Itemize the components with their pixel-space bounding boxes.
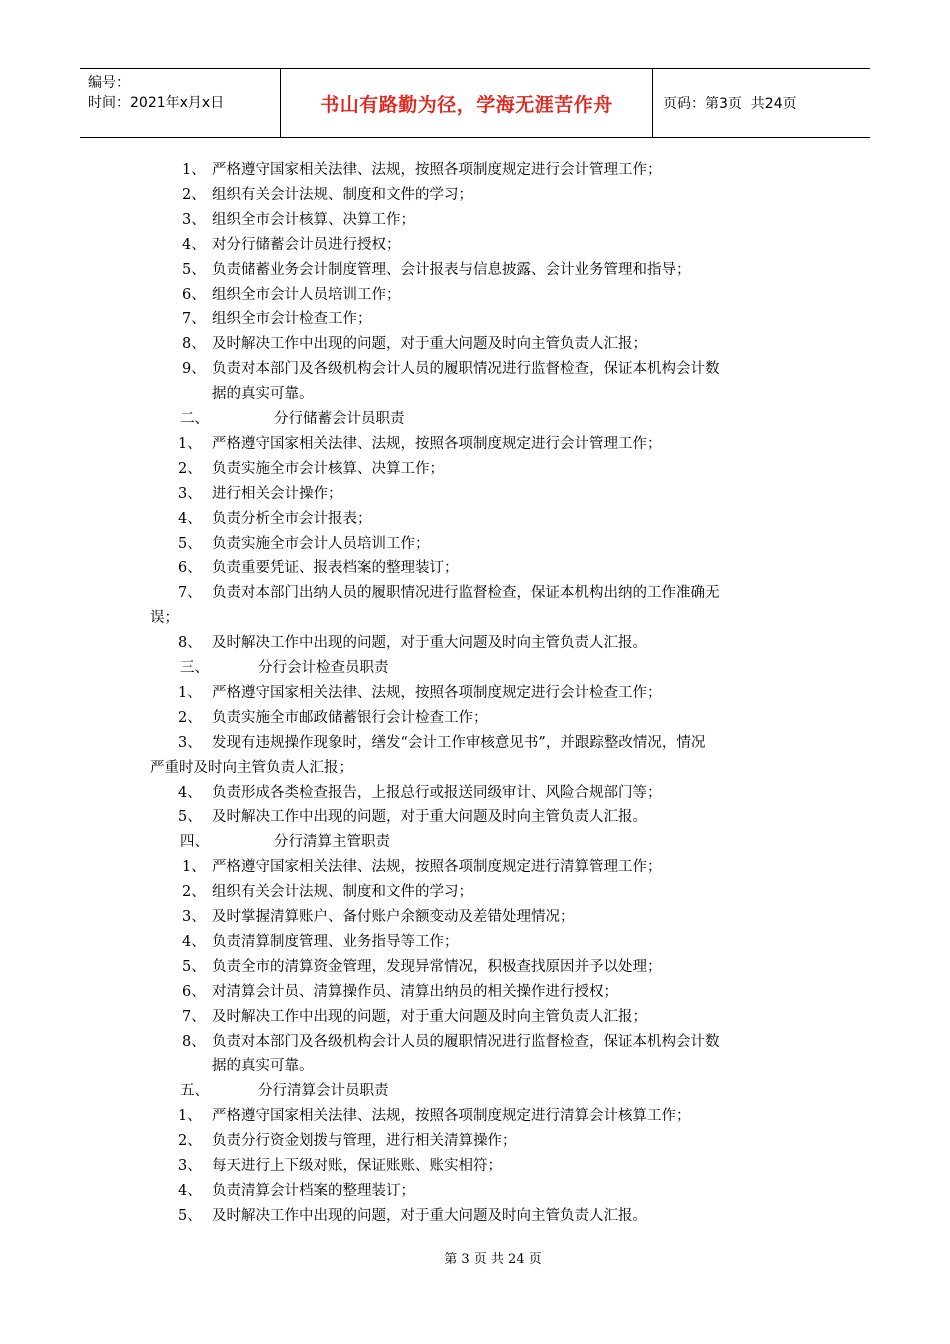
item-text: 据的真实可靠。 (212, 1058, 314, 1075)
item-text: 严格遵守国家相关法律、法规，按照各项制度规定进行清算管理工作； (212, 859, 662, 876)
section-heading: 分行会计检查员职责 (258, 660, 389, 676)
item-text: 严格遵守国家相关法律、法规，按照各项制度规定进行清算会计核算工作； (212, 1108, 691, 1125)
item-text: 误； (150, 610, 179, 627)
item-number: 5、 (182, 958, 206, 975)
item-text: 严格遵守国家相关法律、法规，按照各项制度规定进行会计检查工作； (212, 684, 662, 701)
item-text: 组织有关会计法规、制度和文件的学习； (212, 884, 473, 901)
item-number: 1、 (182, 859, 206, 876)
item-text: 负责分行资金划拨与管理，进行相关清算操作； (212, 1133, 517, 1150)
item-text: 负责实施全市会计人员培训工作； (212, 535, 430, 552)
item-text: 负责对本部门出纳人员的履职情况进行监督检查，保证本机构出纳的工作准确无 (212, 585, 720, 602)
item-number: 1、 (178, 435, 202, 452)
item-text: 及时解决工作中出现的问题，对于重大问题及时向主管负责人汇报； (212, 1008, 647, 1025)
item-number: 8、 (182, 1033, 206, 1050)
item-text: 负责实施全市会计核算、决算工作； (212, 460, 444, 477)
item-text: 组织全市会计检查工作； (212, 311, 372, 328)
item-text: 负责对本部门及各级机构会计人员的履职情况进行监督检查，保证本机构会计数 (212, 361, 720, 378)
item-text: 及时掌握清算账户、备付账户余额变动及差错处理情况； (212, 909, 575, 925)
document-date: 时间：2021年x月x日 (88, 95, 225, 111)
item-number: 7、 (182, 311, 206, 328)
section-heading: 分行清算会计员职责 (258, 1083, 389, 1100)
item-number: 4、 (182, 933, 206, 950)
item-text: 严格遵守国家相关法律、法规，按照各项制度规定进行会计管理工作； (212, 162, 662, 178)
item-number: 2、 (178, 709, 202, 726)
item-text: 及时解决工作中出现的问题，对于重大问题及时向主管负责人汇报。 (212, 809, 647, 826)
item-text: 负责对本部门及各级机构会计人员的履职情况进行监督检查，保证本机构会计数 (212, 1033, 720, 1050)
item-text: 负责清算会计档案的整理装订； (212, 1182, 415, 1199)
item-number: 2、 (182, 884, 206, 901)
item-number: 6、 (182, 983, 206, 1000)
item-number: 五、 (180, 1083, 209, 1100)
item-number: 6、 (178, 560, 202, 577)
item-number: 7、 (182, 1008, 206, 1025)
item-text: 负责重要凭证、报表档案的整理装订； (212, 560, 459, 577)
item-number: 1、 (178, 684, 202, 701)
item-text: 负责全市的清算资金管理，发现异常情况，积极查找原因并予以处理； (212, 958, 662, 975)
item-text: 及时解决工作中出现的问题，对于重大问题及时向主管负责人汇报。 (212, 1207, 647, 1224)
item-number: 4、 (178, 784, 202, 801)
item-text: 负责分析全市会计报表； (212, 510, 372, 527)
item-number: 5、 (178, 809, 202, 826)
item-number: 3、 (178, 734, 202, 751)
item-number: 6、 (182, 286, 206, 303)
item-number: 四、 (180, 834, 209, 851)
item-text: 对分行储蓄会计员进行授权； (212, 236, 401, 253)
item-text: 进行相关会计操作； (212, 485, 343, 502)
item-number: 3、 (178, 1158, 202, 1174)
item-text: 严格遵守国家相关法律、法规，按照各项制度规定进行会计管理工作； (212, 435, 662, 452)
item-number: 5、 (178, 1207, 202, 1224)
item-text: 及时解决工作中出现的问题，对于重大问题及时向主管负责人汇报。 (212, 635, 647, 652)
item-number: 二、 (180, 411, 209, 427)
item-number: 1、 (178, 1108, 202, 1125)
item-text: 发现有违规操作现象时，缮发“会计工作审核意见书”，并跟踪整改情况，情况 (212, 734, 706, 751)
document-number-label: 编号： (88, 75, 130, 91)
item-number: 8、 (178, 635, 202, 652)
item-number: 3、 (182, 211, 206, 228)
header-page-info: 页码：第3页 共24页 (663, 96, 797, 112)
item-number: 2、 (178, 1133, 202, 1150)
item-number: 3、 (178, 485, 202, 502)
item-text: 组织有关会计法规、制度和文件的学习； (212, 186, 473, 203)
item-text: 负责清算制度管理、业务指导等工作； (212, 933, 459, 950)
item-text: 负责储蓄业务会计制度管理、会计报表与信息披露、会计业务管理和指导； (212, 261, 691, 278)
item-number: 三、 (180, 660, 209, 676)
item-text: 负责形成各类检查报告，上报总行或报送同级审计、风险合规部门等； (212, 784, 662, 801)
page-header (80, 68, 870, 138)
item-text: 对清算会计员、清算操作员、清算出纳员的相关操作进行授权； (212, 983, 618, 1000)
item-number: 4、 (178, 1182, 202, 1199)
item-number: 8、 (182, 336, 206, 353)
item-number: 1、 (182, 162, 206, 178)
item-text: 每天进行上下级对账，保证账账、账实相符； (212, 1158, 502, 1174)
item-number: 9、 (182, 361, 206, 378)
item-number: 2、 (182, 186, 206, 203)
item-text: 组织全市会计人员培训工作； (212, 286, 401, 303)
item-number: 3、 (182, 909, 206, 925)
item-number: 5、 (178, 535, 202, 552)
item-number: 4、 (182, 236, 206, 253)
item-number: 4、 (178, 510, 202, 527)
header-meta (80, 69, 281, 137)
item-text: 及时解决工作中出现的问题，对于重大问题及时向主管负责人汇报； (212, 336, 647, 353)
item-number: 7、 (178, 585, 202, 602)
item-text: 组织全市会计核算、决算工作； (212, 211, 415, 228)
item-text: 负责实施全市邮政储蓄银行会计检查工作； (212, 709, 488, 726)
section-heading: 分行清算主管职责 (274, 834, 390, 851)
item-text: 据的真实可靠。 (212, 386, 314, 403)
item-text: 严重时及时向主管负责人汇报； (150, 759, 353, 776)
item-number: 5、 (182, 261, 206, 278)
page-footer: 第 3 页 共 24 页 (444, 1252, 542, 1267)
item-number: 2、 (178, 460, 202, 477)
header-motto: 书山有路勤为径，学海无涯苦作舟 (281, 69, 653, 137)
section-heading: 分行储蓄会计员职责 (274, 411, 405, 427)
